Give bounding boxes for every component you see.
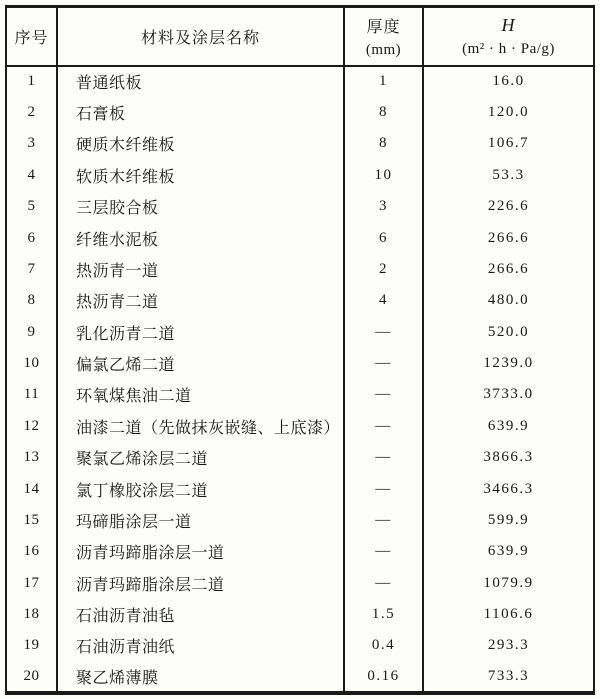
cell-index: 8 bbox=[27, 292, 36, 309]
cell-index: 12 bbox=[23, 417, 40, 434]
cell-h-value: 16.0 bbox=[423, 66, 594, 97]
cell-h-value: 293.3 bbox=[423, 630, 594, 661]
table-row bbox=[6, 222, 594, 253]
cell-index: 13 bbox=[23, 449, 40, 466]
cell-material-name: 热沥青二道 bbox=[57, 285, 344, 316]
cell-material-name: 三层胶合板 bbox=[57, 191, 344, 222]
table-row bbox=[6, 568, 594, 599]
table-row bbox=[6, 254, 594, 285]
cell-thickness: — bbox=[344, 379, 423, 410]
table-row bbox=[6, 160, 594, 191]
cell-index: 18 bbox=[23, 606, 40, 623]
cell-h-value: 3866.3 bbox=[423, 442, 594, 473]
table-row bbox=[6, 97, 594, 128]
cell-material-name: 油漆二道（先做抹灰嵌缝、上底漆） bbox=[57, 411, 344, 442]
thickness-label: 厚度 bbox=[366, 18, 401, 36]
cell-material-name: 聚乙烯薄膜 bbox=[57, 662, 344, 693]
column-header-thickness bbox=[344, 7, 423, 66]
cell-material-name: 氯丁橡胶涂层二道 bbox=[57, 473, 344, 504]
cell-h-value: 599.9 bbox=[423, 505, 594, 536]
table-row bbox=[6, 317, 594, 348]
cell-thickness: 10 bbox=[344, 160, 423, 191]
cell-material-name: 石油沥青油纸 bbox=[57, 630, 344, 661]
cell-material-name: 石油沥青油毡 bbox=[57, 599, 344, 630]
materials-table bbox=[5, 5, 595, 695]
cell-material-name: 普通纸板 bbox=[57, 66, 344, 97]
cell-thickness: — bbox=[344, 568, 423, 599]
cell-h-value: 226.6 bbox=[423, 191, 594, 222]
table-row bbox=[6, 442, 594, 473]
cell-material-name: 沥青玛蹄脂涂层二道 bbox=[57, 568, 344, 599]
cell-h-value: 120.0 bbox=[423, 97, 594, 128]
column-header-name-label: 材料及涂层名称 bbox=[140, 29, 260, 47]
column-header-index-label: 序号 bbox=[14, 29, 49, 47]
table-row bbox=[6, 473, 594, 504]
cell-thickness: — bbox=[344, 411, 423, 442]
cell-index: 6 bbox=[27, 229, 36, 246]
cell-h-value: 733.3 bbox=[423, 662, 594, 693]
cell-index: 5 bbox=[27, 198, 36, 215]
table-row bbox=[6, 191, 594, 222]
cell-index: 4 bbox=[27, 166, 36, 183]
cell-thickness: 0.4 bbox=[344, 630, 423, 661]
cell-index: 16 bbox=[23, 543, 40, 560]
cell-h-value: 1079.9 bbox=[423, 568, 594, 599]
cell-h-value: 1106.6 bbox=[423, 599, 594, 630]
cell-h-value: 639.9 bbox=[423, 536, 594, 567]
cell-material-name: 沥青玛蹄脂涂层一道 bbox=[57, 536, 344, 567]
cell-thickness: — bbox=[344, 317, 423, 348]
cell-thickness: — bbox=[344, 442, 423, 473]
cell-thickness: 4 bbox=[344, 285, 423, 316]
cell-index: 15 bbox=[23, 511, 40, 528]
table-row bbox=[6, 662, 594, 693]
cell-index: 1 bbox=[27, 73, 36, 90]
table-row bbox=[6, 66, 594, 97]
table-row bbox=[6, 348, 594, 379]
cell-material-name: 玛碲脂涂层一道 bbox=[57, 505, 344, 536]
table-row bbox=[6, 379, 594, 410]
cell-index: 2 bbox=[27, 104, 36, 121]
cell-h-value: 53.3 bbox=[423, 160, 594, 191]
cell-h-value: 106.7 bbox=[423, 128, 594, 159]
cell-h-value: 480.0 bbox=[423, 285, 594, 316]
cell-thickness: — bbox=[344, 536, 423, 567]
table-row bbox=[6, 128, 594, 159]
table-body bbox=[6, 66, 594, 694]
cell-index: 19 bbox=[23, 637, 40, 654]
cell-thickness: 8 bbox=[344, 97, 423, 128]
cell-thickness: — bbox=[344, 473, 423, 504]
table-row bbox=[6, 630, 594, 661]
cell-material-name: 纤维水泥板 bbox=[57, 222, 344, 253]
cell-thickness: — bbox=[344, 348, 423, 379]
header-row bbox=[6, 7, 594, 66]
table-header bbox=[6, 7, 594, 66]
cell-material-name: 乳化沥青二道 bbox=[57, 317, 344, 348]
cell-thickness: 3 bbox=[344, 191, 423, 222]
column-header-name bbox=[57, 7, 344, 66]
cell-thickness: 1 bbox=[344, 66, 423, 97]
table-row bbox=[6, 285, 594, 316]
cell-h-value: 266.6 bbox=[423, 222, 594, 253]
cell-h-value: 1239.0 bbox=[423, 348, 594, 379]
cell-thickness: 1.5 bbox=[344, 599, 423, 630]
cell-h-value: 520.0 bbox=[423, 317, 594, 348]
cell-material-name: 热沥青一道 bbox=[57, 254, 344, 285]
cell-thickness: 8 bbox=[344, 128, 423, 159]
cell-index: 9 bbox=[27, 323, 36, 340]
cell-material-name: 软质木纤维板 bbox=[57, 160, 344, 191]
cell-thickness: 0.16 bbox=[344, 662, 423, 693]
cell-h-value: 639.9 bbox=[423, 411, 594, 442]
cell-material-name: 石膏板 bbox=[57, 97, 344, 128]
cell-material-name: 环氧煤焦油二道 bbox=[57, 379, 344, 410]
table-row bbox=[6, 536, 594, 567]
cell-thickness: 2 bbox=[344, 254, 423, 285]
cell-thickness: — bbox=[344, 505, 423, 536]
cell-h-value: 3466.3 bbox=[423, 473, 594, 504]
cell-index: 3 bbox=[27, 135, 36, 152]
table-row bbox=[6, 505, 594, 536]
thickness-unit-label: (mm) bbox=[365, 41, 402, 58]
cell-material-name: 聚氯乙烯涂层二道 bbox=[57, 442, 344, 473]
cell-index: 10 bbox=[23, 355, 40, 372]
cell-h-value: 3733.0 bbox=[423, 379, 594, 410]
cell-h-value: 266.6 bbox=[423, 254, 594, 285]
h-unit-label: (m² · h · Pa/g) bbox=[462, 40, 555, 57]
table-row bbox=[6, 411, 594, 442]
cell-index: 11 bbox=[23, 386, 40, 403]
h-symbol-label: H bbox=[501, 14, 516, 35]
column-header-index bbox=[6, 7, 57, 66]
cell-index: 20 bbox=[23, 667, 40, 684]
table-row bbox=[6, 599, 594, 630]
cell-index: 17 bbox=[23, 574, 40, 591]
cell-thickness: 6 bbox=[344, 222, 423, 253]
cell-material-name: 偏氯乙烯二道 bbox=[57, 348, 344, 379]
cell-index: 7 bbox=[27, 260, 36, 277]
cell-material-name: 硬质木纤维板 bbox=[57, 128, 344, 159]
cell-index: 14 bbox=[23, 480, 40, 497]
column-header-h bbox=[423, 7, 594, 66]
